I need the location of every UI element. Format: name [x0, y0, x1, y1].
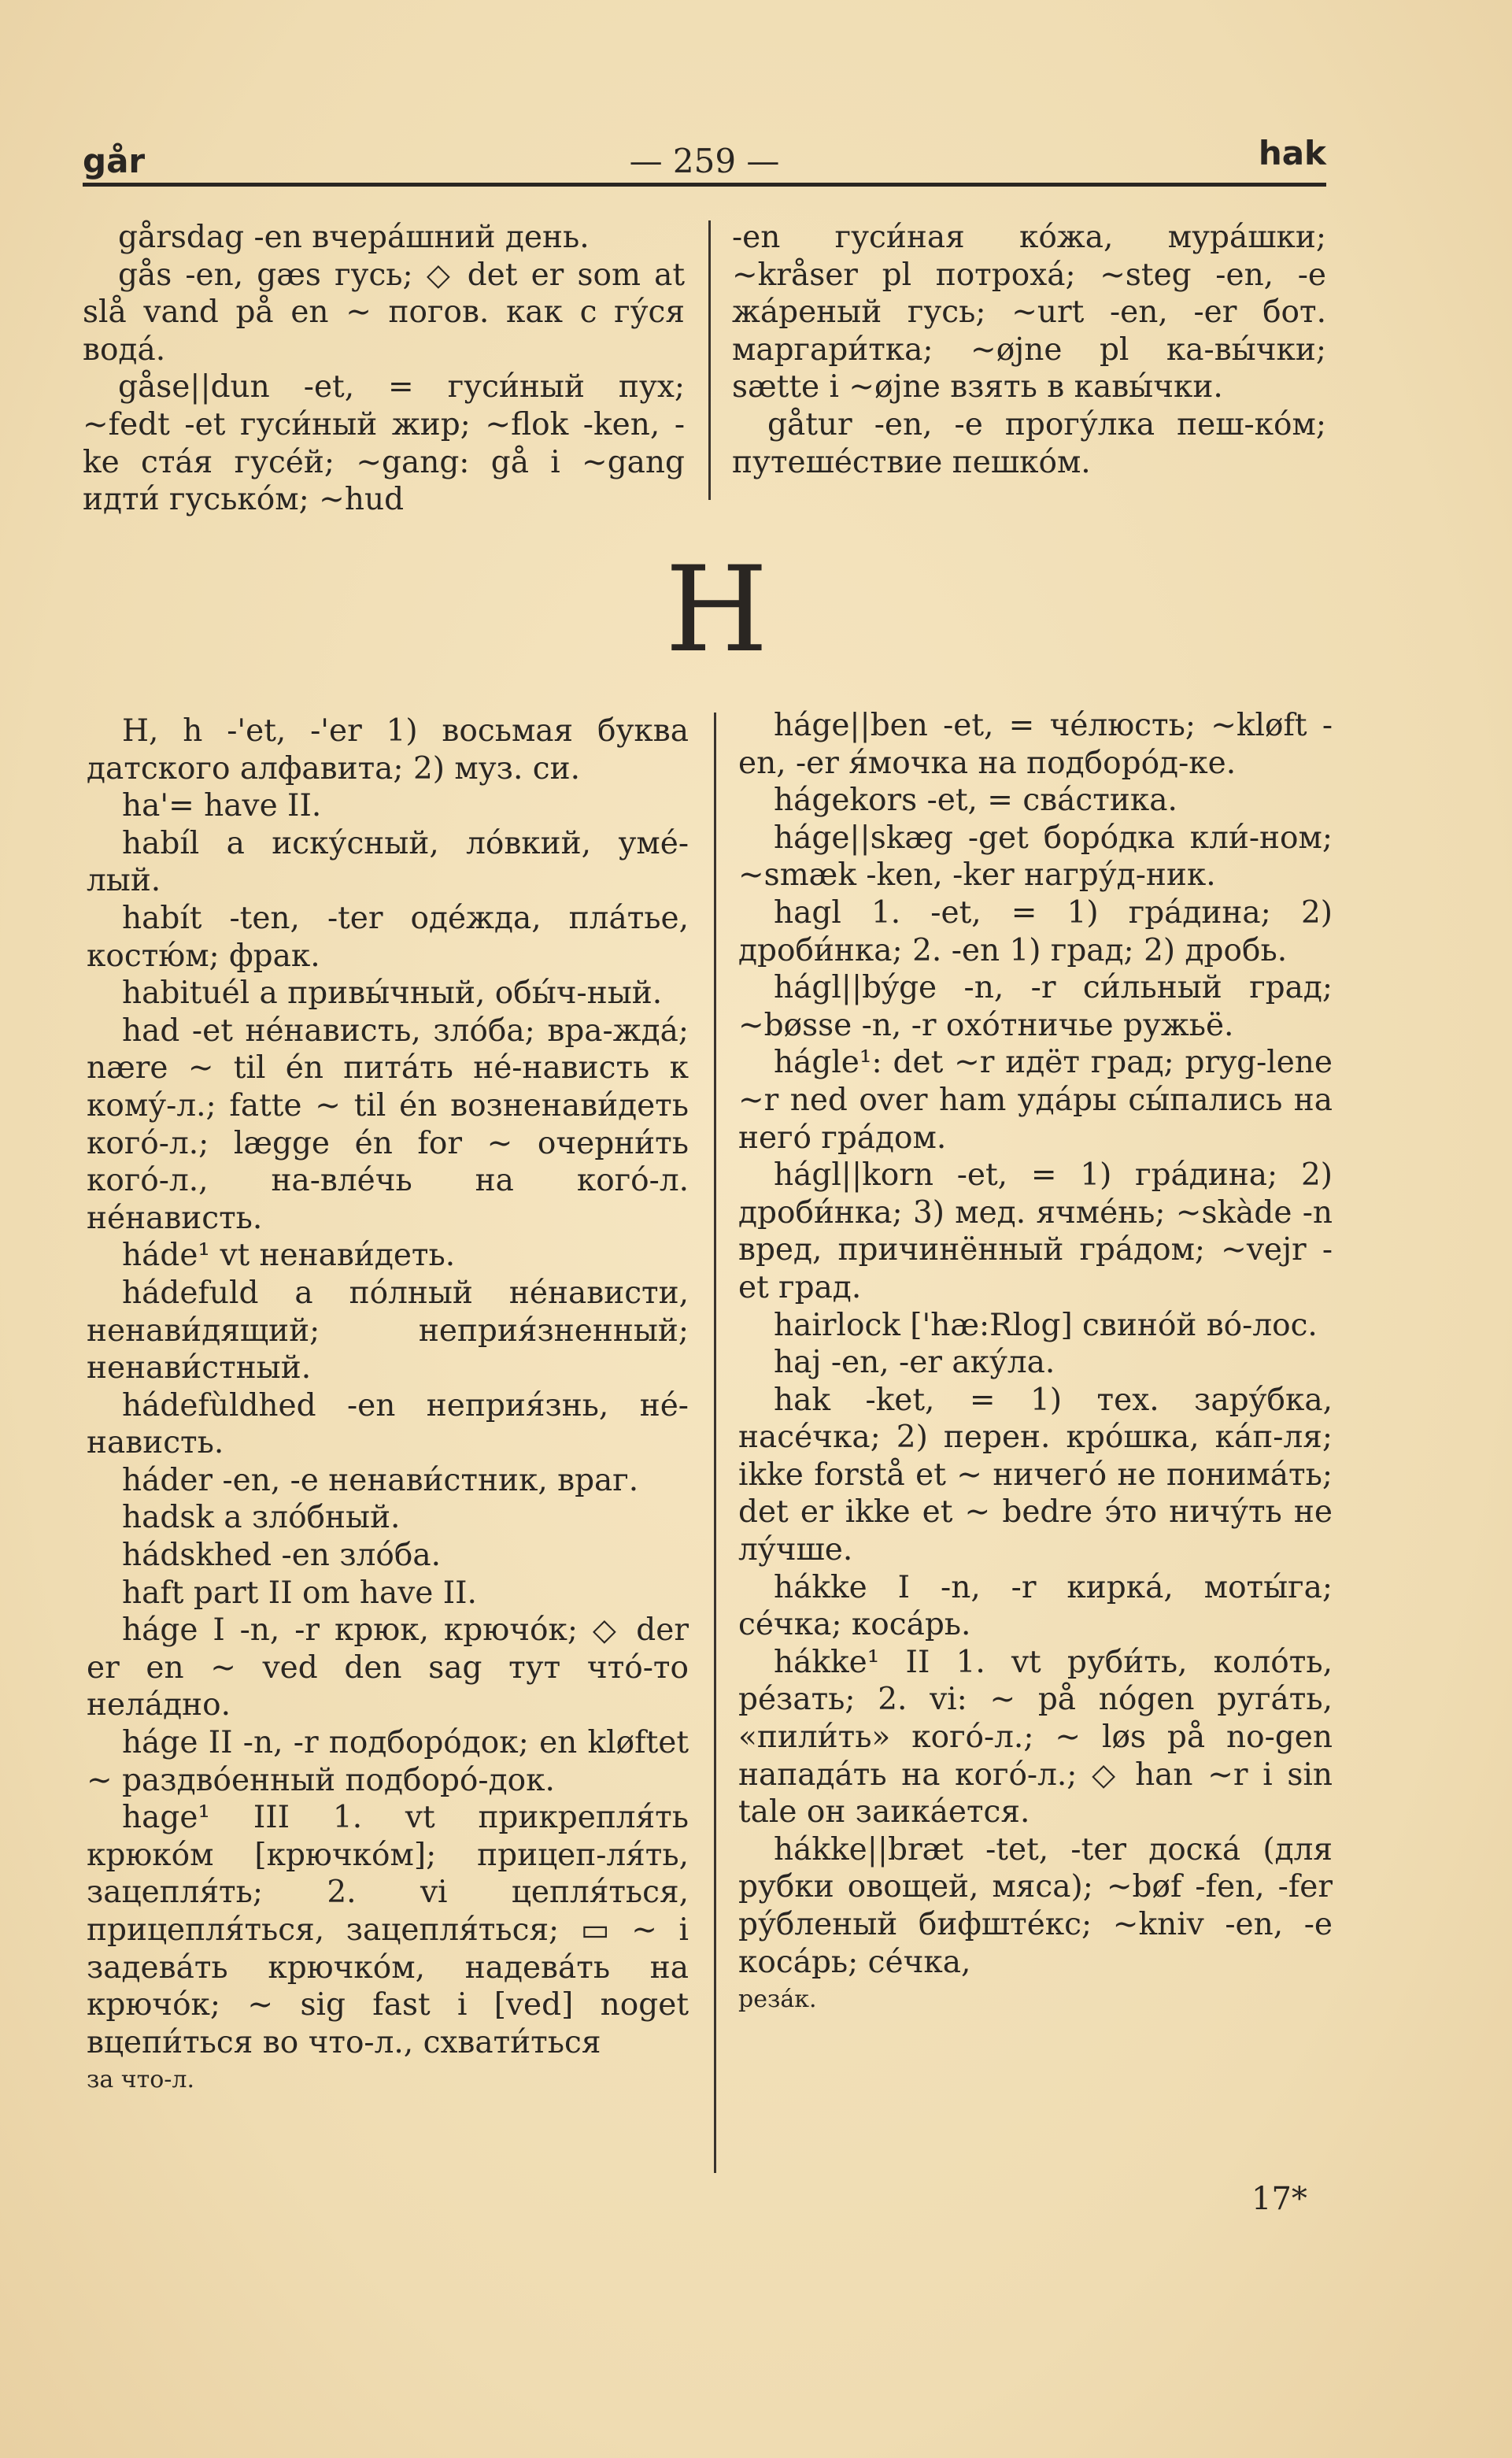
- entry-gatur: gåtur -en, -e прогу́лка пеш-ко́м; путеше́ствие пешко́м.: [732, 406, 1326, 480]
- entry-hak: hak -ket, = 1) тех. зару́бка, насе́чка; 2) перен. кро́шка, ка́п-ля; ikke forstå et ~ ничего́ не понима́ть; det er ikke et ~ bedre э́то ничу́ть не лу́чше.: [738, 1382, 1333, 1568]
- entry-hade: háde¹ vt ненави́деть.: [122, 1238, 456, 1274]
- entry-hagle: hágle¹: det ~r идёт град; pryg-lene ~r ned over ham уда́ры сы́пались на него́ гра́дом.: [738, 1045, 1333, 1156]
- entry-hakkebraet-cont: реза́к.: [738, 1986, 817, 2014]
- entry-hadskhed: hádskhed -en зло́ба.: [122, 1538, 441, 1574]
- column-divider-bottom: [714, 713, 716, 2173]
- header-left-headword: går: [83, 142, 146, 180]
- entry-hageben: háge||ben -et, = че́люсть; ~kløft -en, -er я́мочка на подборо́д-ке.: [738, 708, 1333, 781]
- section-letter: H: [665, 542, 768, 679]
- column-4: [738, 707, 1333, 2019]
- entry-ha: ha'= have II.: [122, 788, 322, 824]
- entry-gasedun: gåse||dun -et, = гуси́ный пух; ~fedt -et гуси́ный жир; ~flok -ken, -ke ста́я гусе́й; ~gang: gå i ~gang идти́ гусько́м; ~hud: [83, 369, 685, 518]
- entry-haglkorn: hágl||korn -et, = 1) гра́дина; 2) дроби́нка; 3) мед. ячме́нь; ~skàde -n вред, причинённый гра́дом; ~vejr -et град.: [738, 1157, 1333, 1305]
- entry-habituel: habituél a привы́чный, обы́ч-ный.: [122, 975, 663, 1012]
- entry-haglbyge: hágl||býge -n, -r си́льный град; ~bøsse -n, -r охо́тничье ружьё.: [738, 970, 1333, 1043]
- entry-hairlock: hairlock ['hæ:Rlog] свино́й во́-лос.: [774, 1307, 1318, 1343]
- entry-hakke-2: hákke¹ II 1. vt руби́ть, коло́ть, ре́зать; 2. vi: ~ på nógen руга́ть, «пили́ть» кого́-л.; ~ løs på no-gen напада́ть на кого́-л.; ◇ han ~r i sin tale он заика́ется.: [738, 1644, 1333, 1831]
- entry-hage-3-cont: за что-л.: [87, 2066, 195, 2094]
- printer-signature: 17*: [1251, 2181, 1307, 2217]
- entry-haft: haft part II om have II.: [122, 1575, 477, 1611]
- entry-hader: háder -en, -e ненави́стник, враг.: [122, 1462, 639, 1498]
- entry-hadefuld: hádefuld a по́лный не́нависти, ненави́дящий; неприя́зненный; ненави́стный.: [87, 1275, 689, 1386]
- entry-hage-2: háge II -n, -r подборо́док; en kløftet ~ раздво́енный подборо́-док.: [87, 1725, 689, 1798]
- entry-habil: habíl a иску́сный, ло́вкий, уме́-лый.: [87, 825, 689, 899]
- entry-had: had -et не́нависть, зло́ба; вра-жда́; nære ~ til én пита́ть не́-нависть к кому́-л.; fatte ~ til én возненави́деть кого́-л.; lægge én for ~ очерни́ть кого́-л., на-вле́чь на кого́-л. не́нависть.: [87, 1012, 689, 1236]
- entry-hage-1: háge I -n, -r крюк, крючо́к; ◇ der er en ~ ved den sag тут что́-то нела́дно.: [87, 1612, 689, 1723]
- entry-hadsk: hadsk a зло́бный.: [122, 1500, 401, 1536]
- entry-haj: haj -en, -er аку́ла.: [774, 1345, 1055, 1381]
- entry-hakke-1: hákke I -n, -r кирка́, моты́га; се́чка; коса́рь.: [738, 1569, 1333, 1643]
- entry-hakkebraet: hákke||bræt -tet, -ter доска́ (для рубки овощей, мяса); ~bøf -fen, -fer ру́бленый бифште́кс; ~kniv -en, -e коса́рь; се́чка,: [738, 1831, 1333, 1980]
- column-3: [87, 713, 689, 2099]
- header-rule: [83, 183, 1326, 187]
- entry-hageskaeg: háge||skæg -get боро́дка кли́-ном; ~smæk -ken, -ker нагру́д-ник.: [738, 820, 1333, 894]
- entry-hadefuldhed: hádefùldhed -en неприя́знь, не́-нависть.: [87, 1387, 689, 1461]
- entry-gasehud-cont: -en гуси́ная ко́жа, мура́шки; ~kråser pl потроха́; ~steg -en, -e жа́реный гусь; ~urt -en, -er бот. маргари́тка; ~øjne pl ка-вы́чки; sætte i ~øjne взять в кавы́чки.: [732, 220, 1326, 405]
- page-number: — 259 —: [629, 142, 780, 180]
- column-divider-top: [708, 220, 711, 500]
- header-right-headword: hak: [1258, 134, 1326, 172]
- column-1: [83, 219, 685, 519]
- entry-h: H, h -'et, -'er 1) восьмая буква датского алфавита; 2) муз. си.: [87, 713, 689, 787]
- entry-gas: gås -en, gæs гусь; ◇ det er som at slå vand på en ~ погов. как с гу́ся вода́.: [83, 257, 685, 368]
- page-header: [83, 134, 1326, 189]
- entry-hage-3: hage¹ III 1. vt прикрепля́ть крюко́м [крючко́м]; прицеп-ля́ть, зацепля́ть; 2. vi цепля́ться, прицепля́ться, зацепля́ться; ▭ ~ i задева́ть крючко́м, надева́ть на крючо́к; ~ sig fast i [ved] noget вцепи́ться во что-л., схвати́ться: [87, 1800, 689, 2060]
- entry-habit: habít -ten, -ter оде́жда, пла́тье, костю́м; фрак.: [87, 900, 689, 974]
- entry-hagekors: hágekors -et, = сва́стика.: [774, 783, 1177, 819]
- entry-garsdag: gårsdag -en вчера́шний день.: [118, 220, 590, 255]
- entry-hagl: hagl 1. -et, = 1) гра́дина; 2) дроби́нка; 2. -en 1) град; 2) дробь.: [738, 894, 1333, 968]
- column-2: [732, 219, 1326, 481]
